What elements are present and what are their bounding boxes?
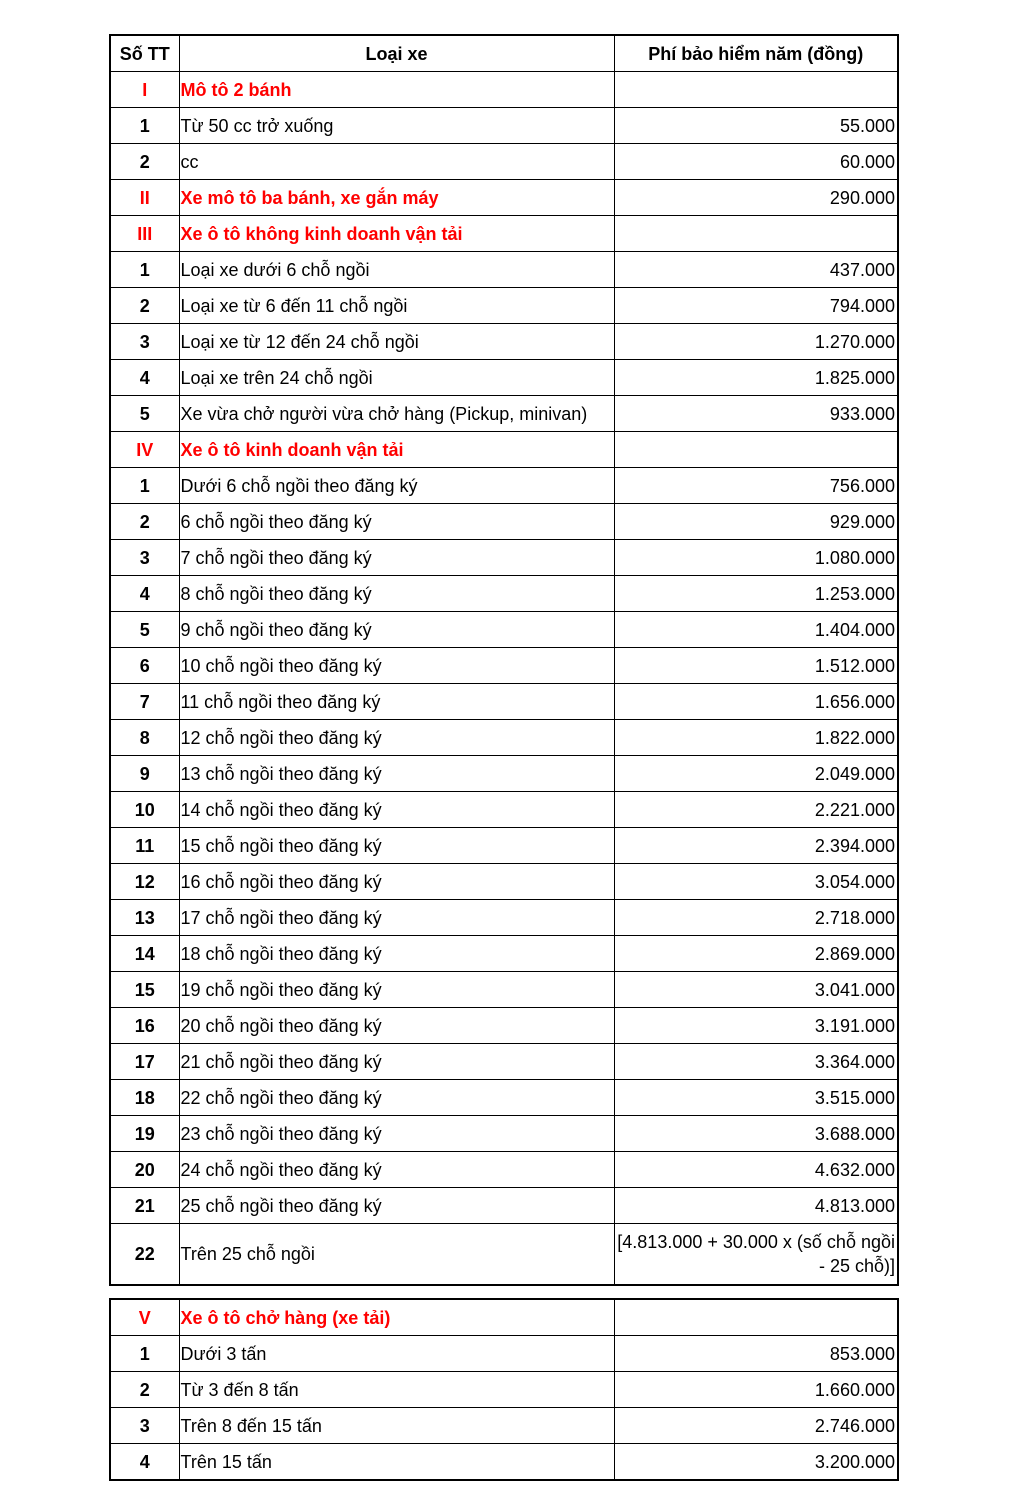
section-row (110, 1299, 898, 1336)
row-annual-fee: 1.270.000 (614, 324, 898, 360)
row-stt: 4 (110, 576, 179, 612)
row-vehicle-type: 12 chỗ ngồi theo đăng ký (179, 720, 614, 756)
row-vehicle-type: 10 chỗ ngồi theo đăng ký (179, 648, 614, 684)
table-row (110, 828, 898, 864)
row-stt: 11 (110, 828, 179, 864)
table-row (110, 288, 898, 324)
row-vehicle-type: Trên 15 tấn (179, 1444, 614, 1481)
row-stt: 5 (110, 612, 179, 648)
row-annual-fee: 3.191.000 (614, 1008, 898, 1044)
row-vehicle-type: 23 chỗ ngồi theo đăng ký (179, 1116, 614, 1152)
row-vehicle-type: Từ 50 cc trở xuống (179, 108, 614, 144)
table-row (110, 1080, 898, 1116)
section-row (110, 72, 898, 108)
row-annual-fee: 1.822.000 (614, 720, 898, 756)
row-vehicle-type: Xe ô tô chở hàng (xe tải) (179, 1299, 614, 1336)
table-row (110, 648, 898, 684)
row-vehicle-type: 8 chỗ ngồi theo đăng ký (179, 576, 614, 612)
row-vehicle-type: Loại xe từ 6 đến 11 chỗ ngồi (179, 288, 614, 324)
table-row (110, 540, 898, 576)
row-vehicle-type: Từ 3 đến 8 tấn (179, 1372, 614, 1408)
table-row (110, 1444, 898, 1481)
row-vehicle-type: Xe vừa chở người vừa chở hàng (Pickup, minivan) (179, 396, 614, 432)
row-annual-fee: [4.813.000 + 30.000 x (số chỗ ngồi - 25 chỗ)] (614, 1224, 898, 1286)
row-vehicle-type: 17 chỗ ngồi theo đăng ký (179, 900, 614, 936)
row-stt: 4 (110, 1444, 179, 1481)
row-annual-fee: 2.718.000 (614, 900, 898, 936)
row-annual-fee: 1.512.000 (614, 648, 898, 684)
row-stt: 2 (110, 144, 179, 180)
row-vehicle-type: 24 chỗ ngồi theo đăng ký (179, 1152, 614, 1188)
table-row (110, 936, 898, 972)
row-vehicle-type: Xe ô tô kinh doanh vận tải (179, 432, 614, 468)
row-stt: 18 (110, 1080, 179, 1116)
row-stt: IV (110, 432, 179, 468)
row-stt: 9 (110, 756, 179, 792)
section-row (110, 180, 898, 216)
row-vehicle-type: 19 chỗ ngồi theo đăng ký (179, 972, 614, 1008)
row-annual-fee: 3.364.000 (614, 1044, 898, 1080)
row-stt: 2 (110, 1372, 179, 1408)
table-header-row (110, 35, 898, 72)
row-vehicle-type: 16 chỗ ngồi theo đăng ký (179, 864, 614, 900)
row-stt: 3 (110, 324, 179, 360)
row-stt: 3 (110, 1408, 179, 1444)
row-annual-fee: 3.200.000 (614, 1444, 898, 1481)
table-row (110, 504, 898, 540)
table-row (110, 972, 898, 1008)
row-vehicle-type: Mô tô 2 bánh (179, 72, 614, 108)
row-vehicle-type: 6 chỗ ngồi theo đăng ký (179, 504, 614, 540)
row-annual-fee: 933.000 (614, 396, 898, 432)
row-annual-fee: 1.080.000 (614, 540, 898, 576)
row-annual-fee: 2.869.000 (614, 936, 898, 972)
row-vehicle-type: Xe mô tô ba bánh, xe gắn máy (179, 180, 614, 216)
row-stt: 6 (110, 648, 179, 684)
row-vehicle-type: Dưới 3 tấn (179, 1336, 614, 1372)
row-annual-fee: 1.825.000 (614, 360, 898, 396)
table-row (110, 144, 898, 180)
table-row (110, 396, 898, 432)
row-stt: 19 (110, 1116, 179, 1152)
table-row (110, 252, 898, 288)
row-annual-fee (614, 432, 898, 468)
insurance-fee-table (109, 34, 899, 1286)
row-stt: 3 (110, 540, 179, 576)
row-vehicle-type: 21 chỗ ngồi theo đăng ký (179, 1044, 614, 1080)
row-vehicle-type: 7 chỗ ngồi theo đăng ký (179, 540, 614, 576)
table-row (110, 1188, 898, 1224)
row-stt: 22 (110, 1224, 179, 1286)
row-vehicle-type: 9 chỗ ngồi theo đăng ký (179, 612, 614, 648)
row-annual-fee: 3.688.000 (614, 1116, 898, 1152)
row-annual-fee: 3.515.000 (614, 1080, 898, 1116)
row-stt: 15 (110, 972, 179, 1008)
row-annual-fee: 55.000 (614, 108, 898, 144)
table-row (110, 684, 898, 720)
truck-fee-table-body (110, 1299, 898, 1480)
row-vehicle-type: Xe ô tô không kinh doanh vận tải (179, 216, 614, 252)
row-vehicle-type: Loại xe dưới 6 chỗ ngồi (179, 252, 614, 288)
row-vehicle-type: Trên 8 đến 15 tấn (179, 1408, 614, 1444)
truck-fee-table (109, 1298, 899, 1481)
row-vehicle-type: 25 chỗ ngồi theo đăng ký (179, 1188, 614, 1224)
row-annual-fee: 2.746.000 (614, 1408, 898, 1444)
row-vehicle-type: Loại xe từ 12 đến 24 chỗ ngồi (179, 324, 614, 360)
row-stt: 12 (110, 864, 179, 900)
row-stt: 13 (110, 900, 179, 936)
row-annual-fee: 756.000 (614, 468, 898, 504)
table-row (110, 360, 898, 396)
row-vehicle-type: 20 chỗ ngồi theo đăng ký (179, 1008, 614, 1044)
table-row (110, 756, 898, 792)
row-stt: 2 (110, 288, 179, 324)
row-vehicle-type: 13 chỗ ngồi theo đăng ký (179, 756, 614, 792)
row-stt: 10 (110, 792, 179, 828)
row-stt: III (110, 216, 179, 252)
table-row (110, 108, 898, 144)
row-annual-fee: 1.656.000 (614, 684, 898, 720)
row-stt: 16 (110, 1008, 179, 1044)
row-annual-fee: 437.000 (614, 252, 898, 288)
row-stt: 8 (110, 720, 179, 756)
row-vehicle-type: 18 chỗ ngồi theo đăng ký (179, 936, 614, 972)
row-annual-fee: 2.221.000 (614, 792, 898, 828)
table-row (110, 576, 898, 612)
row-annual-fee: 4.813.000 (614, 1188, 898, 1224)
row-stt: 1 (110, 468, 179, 504)
table-row (110, 324, 898, 360)
row-stt: I (110, 72, 179, 108)
row-annual-fee (614, 1299, 898, 1336)
row-annual-fee (614, 72, 898, 108)
row-vehicle-type: 15 chỗ ngồi theo đăng ký (179, 828, 614, 864)
row-vehicle-type: 14 chỗ ngồi theo đăng ký (179, 792, 614, 828)
section-row (110, 432, 898, 468)
section-row (110, 216, 898, 252)
row-annual-fee: 794.000 (614, 288, 898, 324)
row-stt: 1 (110, 252, 179, 288)
header-annual-fee: Phí bảo hiểm năm (đồng) (614, 35, 898, 72)
header-stt: Số TT (110, 35, 179, 72)
table-row (110, 1224, 898, 1286)
row-stt: V (110, 1299, 179, 1336)
table-row (110, 1336, 898, 1372)
header-vehicle-type: Loại xe (179, 35, 614, 72)
table-row (110, 1044, 898, 1080)
row-annual-fee: 2.394.000 (614, 828, 898, 864)
row-annual-fee: 929.000 (614, 504, 898, 540)
table-row (110, 900, 898, 936)
row-vehicle-type: Trên 25 chỗ ngồi (179, 1224, 614, 1286)
row-stt: 1 (110, 108, 179, 144)
table-row (110, 720, 898, 756)
row-stt: 4 (110, 360, 179, 396)
table-row (110, 1116, 898, 1152)
row-annual-fee: 853.000 (614, 1336, 898, 1372)
row-annual-fee: 290.000 (614, 180, 898, 216)
row-vehicle-type: 11 chỗ ngồi theo đăng ký (179, 684, 614, 720)
table-row (110, 612, 898, 648)
insurance-fee-table-body (110, 72, 898, 1286)
row-vehicle-type: Loại xe trên 24 chỗ ngồi (179, 360, 614, 396)
table-row (110, 1008, 898, 1044)
row-stt: 20 (110, 1152, 179, 1188)
table-row (110, 1408, 898, 1444)
row-stt: 21 (110, 1188, 179, 1224)
row-annual-fee: 3.054.000 (614, 864, 898, 900)
row-stt: 14 (110, 936, 179, 972)
row-vehicle-type: Dưới 6 chỗ ngồi theo đăng ký (179, 468, 614, 504)
row-vehicle-type: cc (179, 144, 614, 180)
row-stt: II (110, 180, 179, 216)
row-annual-fee: 60.000 (614, 144, 898, 180)
table-row (110, 1152, 898, 1188)
row-annual-fee (614, 216, 898, 252)
row-annual-fee: 4.632.000 (614, 1152, 898, 1188)
row-annual-fee: 1.660.000 (614, 1372, 898, 1408)
row-annual-fee: 1.253.000 (614, 576, 898, 612)
row-annual-fee: 2.049.000 (614, 756, 898, 792)
table-row (110, 1372, 898, 1408)
row-vehicle-type: 22 chỗ ngồi theo đăng ký (179, 1080, 614, 1116)
row-annual-fee: 3.041.000 (614, 972, 898, 1008)
row-stt: 5 (110, 396, 179, 432)
row-stt: 17 (110, 1044, 179, 1080)
row-stt: 7 (110, 684, 179, 720)
table-row (110, 792, 898, 828)
table-row (110, 864, 898, 900)
row-stt: 1 (110, 1336, 179, 1372)
row-stt: 2 (110, 504, 179, 540)
row-annual-fee: 1.404.000 (614, 612, 898, 648)
table-row (110, 468, 898, 504)
